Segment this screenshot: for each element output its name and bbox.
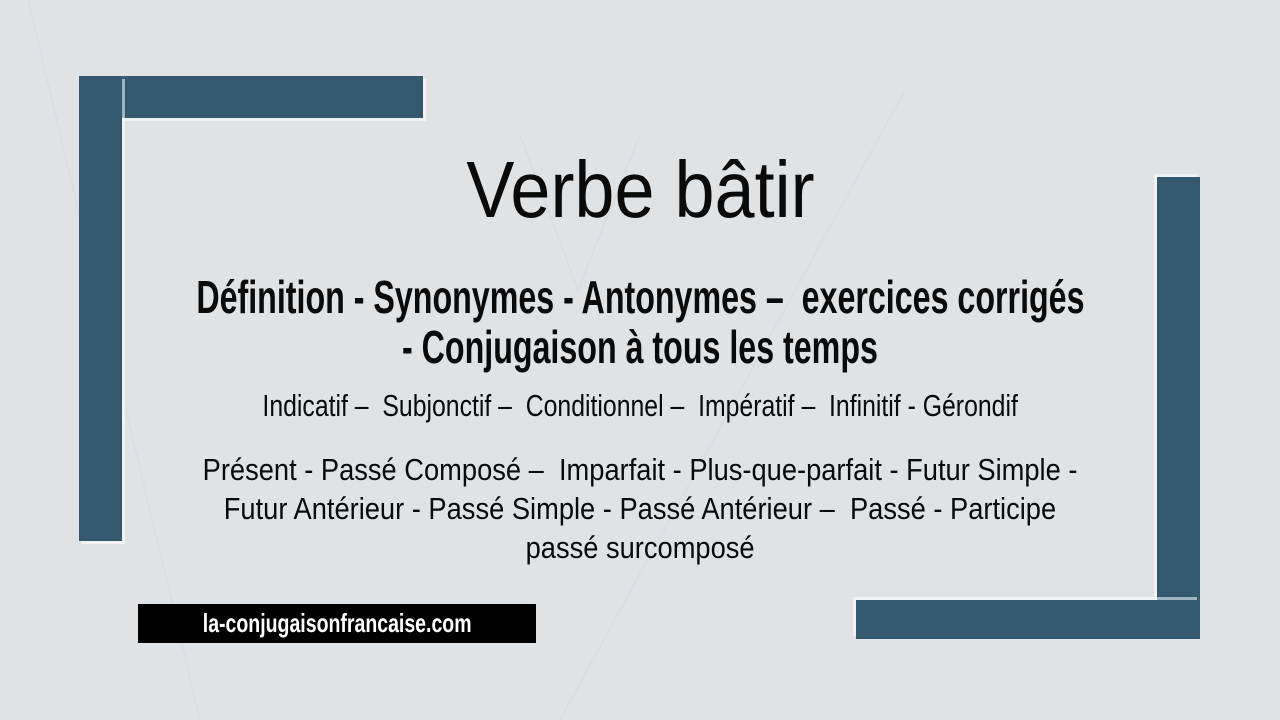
moods-line-text: Indicatif – Subjonctif – Conditionnel – Impératif – Infinitif - Gérondif	[262, 388, 1018, 423]
moods-line	[0, 388, 1280, 424]
subtitle-line-2	[0, 322, 1280, 372]
tenses-line-1	[0, 450, 1280, 489]
website-banner-text: la-conjugaisonfrancaise.com	[202, 608, 472, 638]
tenses-line-3	[0, 528, 1280, 567]
subtitle-line-2-text: - Conjugaison à tous les temps	[402, 321, 878, 373]
subtitle-line-1-text: Définition - Synonymes - Antonymes – exercices corrigés	[195, 271, 1085, 323]
slide-title	[0, 145, 1280, 234]
website-banner	[138, 604, 536, 643]
subtitle-line-1	[0, 272, 1280, 322]
corner-frame-top-left-horizontal-bar	[79, 76, 423, 118]
corner-frame-bottom-right-horizontal-bar	[856, 600, 1200, 639]
slide-title-text: Verbe bâtir	[465, 145, 815, 234]
tenses-line-2-text: Futur Antérieur - Passé Simple - Passé Antérieur – Passé - Participe	[223, 491, 1057, 526]
tenses-line-2	[0, 489, 1280, 528]
tenses-line-1-text: Présent - Passé Composé – Imparfait - Plus-que-parfait - Futur Simple -	[202, 452, 1078, 487]
tenses-line-3-text: passé surcomposé	[525, 530, 755, 565]
